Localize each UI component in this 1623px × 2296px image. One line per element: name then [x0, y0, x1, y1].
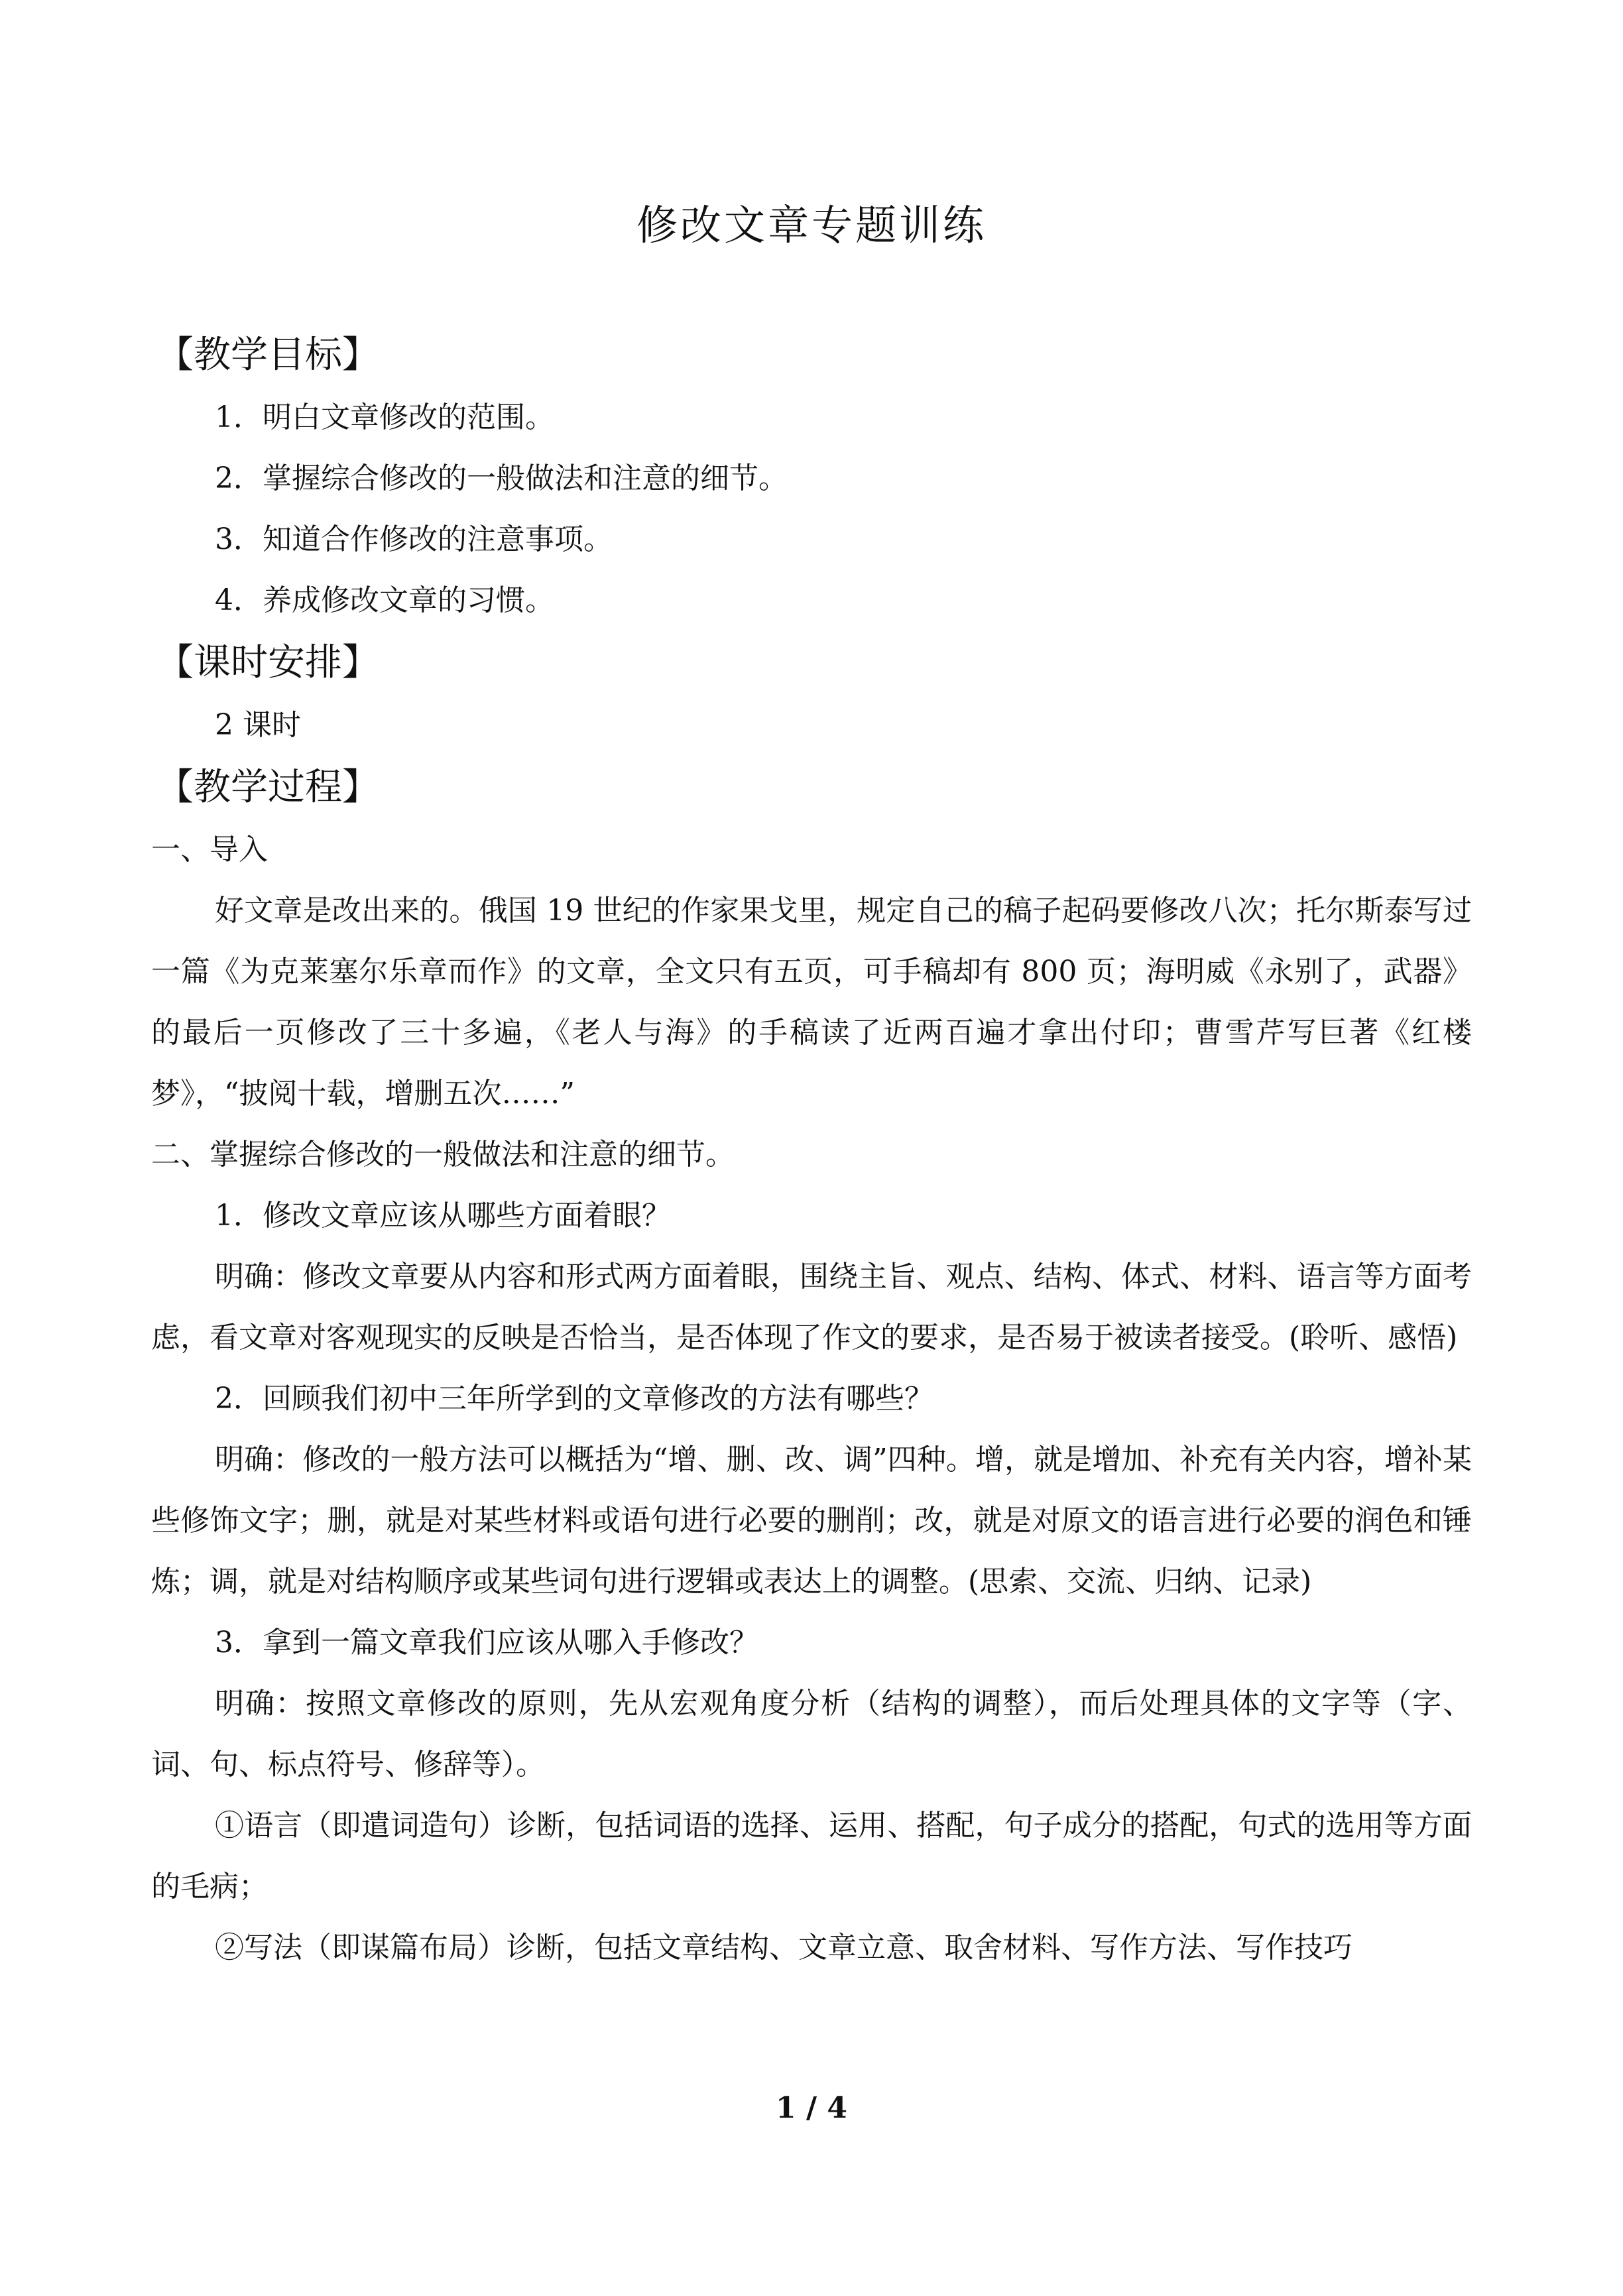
part-title-introduction: 一、导入 — [151, 833, 268, 867]
schedule-text: 2 课时 — [215, 708, 301, 742]
answer-3: 明确：按照文章修改的原则，先从宏观角度分析（结构的调整），而后处理具体的文字等（字、词、句、标点符号、修辞等）。 — [151, 1687, 1472, 1782]
section-heading-goals: 【教学目标】 — [156, 333, 379, 377]
question-3: 3．拿到一篇文章我们应该从哪入手修改？ — [215, 1626, 758, 1660]
part-title-methods: 二、掌握综合修改的一般做法和注意的细节。 — [151, 1138, 735, 1172]
section-heading-process: 【教学过程】 — [156, 766, 379, 809]
point-writing-method: ②写法（即谋篇布局）诊断，包括文章结构、文章立意、取舍材料、写作方法、写作技巧 — [215, 1931, 1352, 1964]
answer-1: 明确：修改文章要从内容和形式两方面着眼，围绕主旨、观点、结构、体式、材料、语言等方面考虑，看文章对客观现实的反映是否恰当，是否体现了作文的要求，是否易于被读者接受。(聆听、感悟) — [151, 1260, 1472, 1355]
question-2: 2．回顾我们初中三年所学到的文章修改的方法有哪些？ — [215, 1382, 933, 1416]
goal-item: 2．掌握综合修改的一般做法和注意的细节。 — [215, 461, 788, 495]
answer-2: 明确：修改的一般方法可以概括为“增、删、改、调”四种。增，就是增加、补充有关内容，增补某些修饰文字；删，就是对某些材料或语句进行必要的删削；改，就是对原文的语言进行必要的润色和锤炼；调，就是对结构顺序或某些词句进行逻辑或表达上的调整。(思索、交流、归纳、记录) — [151, 1443, 1472, 1599]
document-body — [151, 324, 1472, 1978]
section-heading-schedule: 【课时安排】 — [156, 641, 379, 684]
question-1: 1．修改文章应该从哪些方面着眼？ — [215, 1199, 671, 1233]
document-title: 修改文章专题训练 — [636, 201, 987, 249]
goal-item: 3．知道合作修改的注意事项。 — [215, 522, 613, 556]
introduction-paragraph: 好文章是改出来的。俄国 19 世纪的作家果戈里，规定自己的稿子起码要修改八次；托尔斯泰写过一篇《为克莱塞尔乐章而作》的文章，全文只有五页，可手稿却有 800 页；海明威《永别了，武器》的最后一页修改了三十多遍，《老人与海》的手稿读了近两百遍才拿出付印；曹雪芹写巨著《红楼梦》，“披阅十载，增删五次……” — [151, 894, 1472, 1111]
goal-item: 4．养成修改文章的习惯。 — [215, 583, 554, 617]
page-number: 1 / 4 — [776, 2091, 847, 2125]
point-language: ①语言（即遣词造句）诊断，包括词语的选择、运用、搭配，句子成分的搭配，句式的选用等方面的毛病； — [151, 1809, 1472, 1903]
goal-item: 1．明白文章修改的范围。 — [215, 400, 554, 434]
